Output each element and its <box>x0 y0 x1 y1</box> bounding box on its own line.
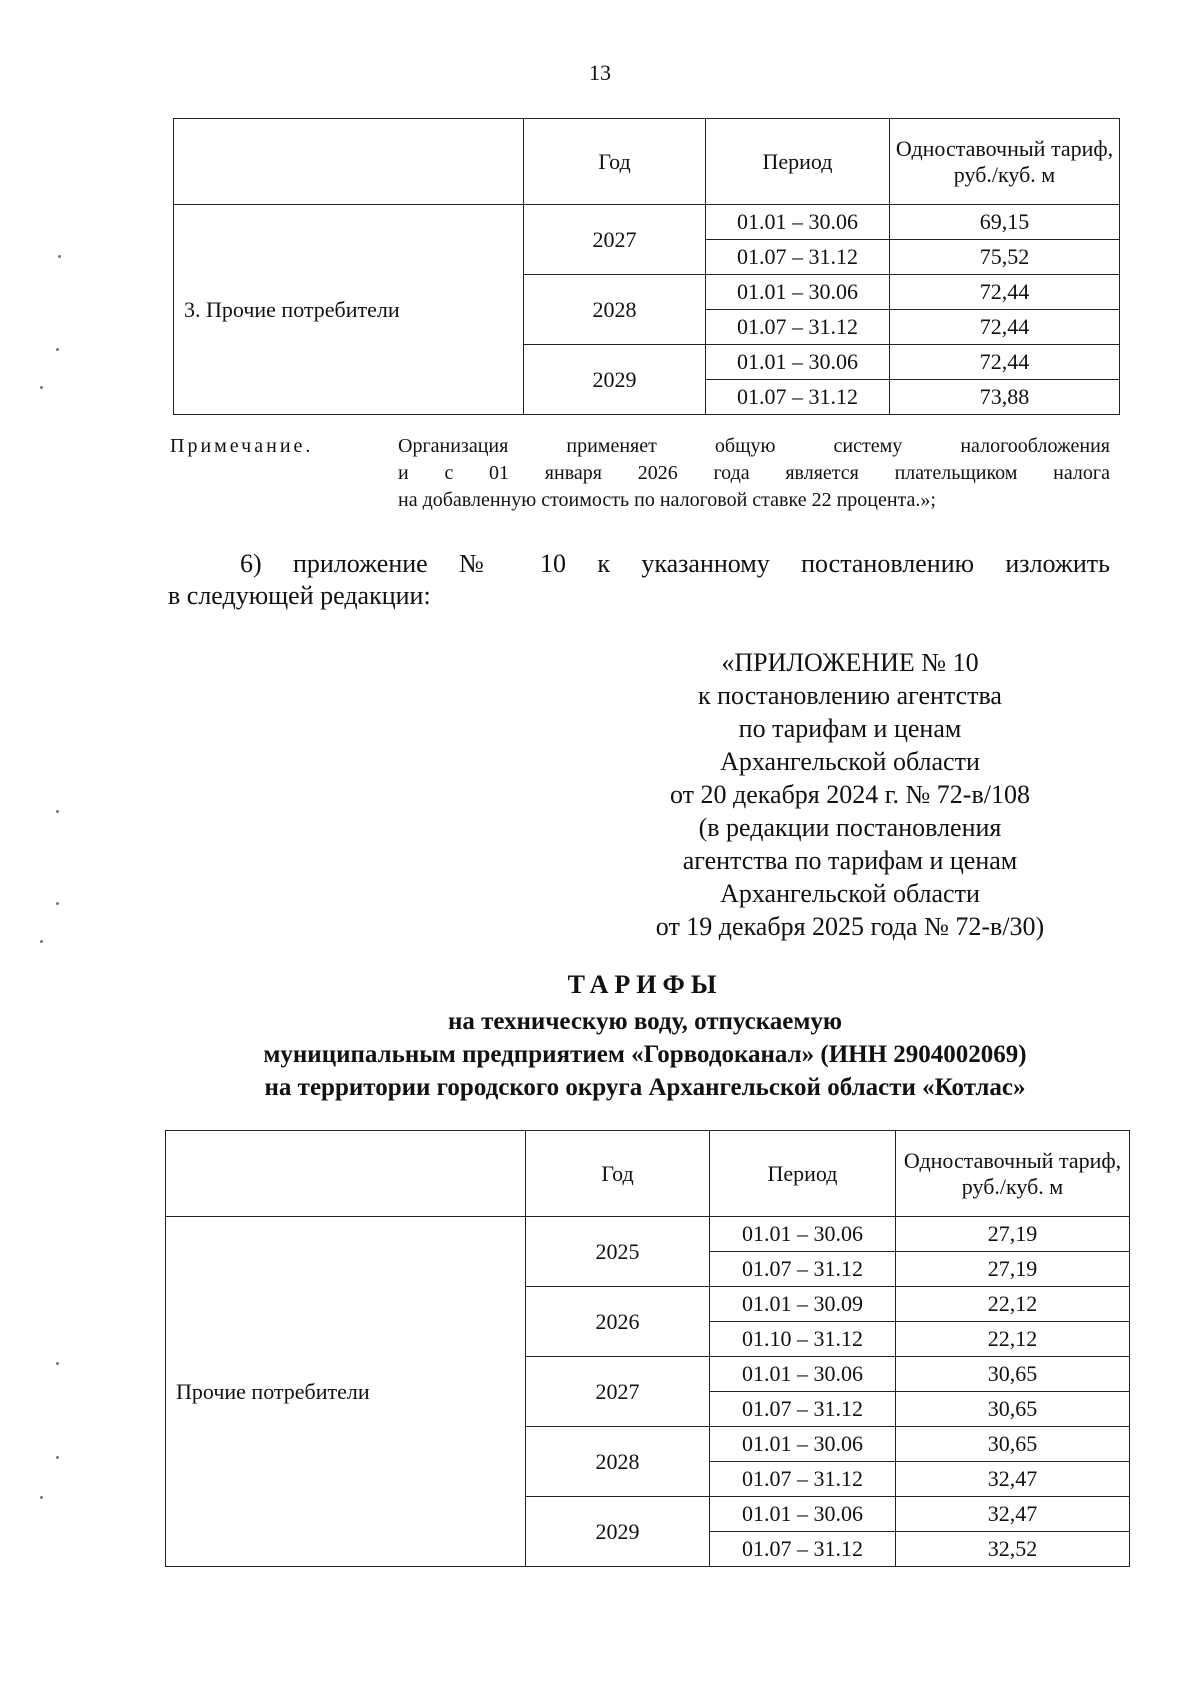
appendix-header <box>600 646 1100 943</box>
scan-speck <box>56 902 59 905</box>
tariff-table-continued <box>173 118 1120 415</box>
note-line: и с 01 января 2026 года является плательщиком налога <box>398 462 1110 484</box>
appendix-line: Архангельской области <box>720 879 980 908</box>
year-cell: 2028 <box>526 1427 710 1497</box>
appendix-line: Архангельской области <box>720 747 980 776</box>
year-cell: 2029 <box>526 1497 710 1567</box>
appendix-line: агентства по тарифам и ценам <box>682 846 1018 875</box>
scan-speck <box>56 1362 59 1365</box>
year-cell: 2026 <box>526 1287 710 1357</box>
document-title: ТАРИФЫ <box>567 970 723 999</box>
subtitle-line: на территории городского округа Архангельской области «Котлас» <box>264 1074 1026 1101</box>
note-line: на добавленную стоимость по налоговой ставке 22 процента.»; <box>398 489 936 511</box>
period-cell: 01.01 – 30.06 <box>710 1357 896 1392</box>
scan-speck <box>40 1496 43 1499</box>
scan-speck <box>56 810 59 813</box>
tariff-value-cell: 30,65 <box>896 1392 1130 1427</box>
year-cell: 2025 <box>526 1217 710 1287</box>
table-row <box>174 205 1120 240</box>
tariff-value-cell: 27,19 <box>896 1252 1130 1287</box>
paragraph-line: 6) приложение № 10 к указанному постановлению изложить <box>240 549 1110 578</box>
period-cell: 01.07 – 31.12 <box>710 1532 896 1567</box>
year-cell: 2028 <box>524 275 706 345</box>
tariff-value-cell: 32,52 <box>896 1532 1130 1567</box>
period-cell: 01.01 – 30.09 <box>710 1287 896 1322</box>
period-cell: 01.01 – 30.06 <box>706 345 890 380</box>
header-period: Период <box>710 1131 896 1217</box>
tariff-value-cell: 30,65 <box>896 1427 1130 1462</box>
tariff-value-cell: 73,88 <box>890 380 1120 415</box>
page-number: 13 <box>589 60 611 85</box>
header-year: Год <box>526 1131 710 1217</box>
header-year: Год <box>524 119 706 205</box>
note-text <box>398 433 1110 514</box>
table-body <box>174 205 1120 415</box>
period-cell: 01.01 – 30.06 <box>710 1497 896 1532</box>
appendix-line: «ПРИЛОЖЕНИЕ № 10 <box>721 648 979 677</box>
period-cell: 01.07 – 31.12 <box>706 240 890 275</box>
tariff-value-cell: 72,44 <box>890 310 1120 345</box>
tariff-value-cell: 72,44 <box>890 345 1120 380</box>
period-cell: 01.07 – 31.12 <box>710 1392 896 1427</box>
appendix-line: к постановлению агентства <box>698 681 1002 710</box>
tariff-value-cell: 30,65 <box>896 1357 1130 1392</box>
header-consumer <box>174 119 524 205</box>
period-cell: 01.07 – 31.12 <box>706 310 890 345</box>
appendix-line: (в редакции постановления <box>698 813 1002 842</box>
amendment-paragraph <box>168 548 1110 612</box>
scan-speck <box>40 386 43 389</box>
period-cell: 01.01 – 30.06 <box>706 205 890 240</box>
scan-speck <box>58 255 61 258</box>
header-period: Период <box>706 119 890 205</box>
period-cell: 01.01 – 30.06 <box>710 1217 896 1252</box>
header-tariff: Одноставочный тариф, руб./куб. м <box>896 1131 1130 1217</box>
tariff-value-cell: 75,52 <box>890 240 1120 275</box>
table-body <box>166 1217 1130 1567</box>
paragraph-line: в следующей редакции: <box>168 581 431 610</box>
header-consumer <box>166 1131 526 1217</box>
note-line: Организация применяет общую систему налогообложения <box>398 435 1110 457</box>
year-cell: 2029 <box>524 345 706 415</box>
period-cell: 01.07 – 31.12 <box>710 1252 896 1287</box>
tariff-value-cell: 32,47 <box>896 1497 1130 1532</box>
tariff-table-technical-water <box>165 1130 1130 1567</box>
header-tariff: Одноставочный тариф, руб./куб. м <box>890 119 1120 205</box>
tariff-value-cell: 72,44 <box>890 275 1120 310</box>
subtitle-line: на техническую воду, отпускаемую <box>447 1008 843 1035</box>
scan-speck <box>56 348 59 351</box>
period-cell: 01.01 – 30.06 <box>706 275 890 310</box>
tariff-value-cell: 27,19 <box>896 1217 1130 1252</box>
year-cell: 2027 <box>526 1357 710 1427</box>
tariff-value-cell: 69,15 <box>890 205 1120 240</box>
appendix-line: от 20 декабря 2024 г. № 72-в/108 <box>670 780 1030 809</box>
appendix-line: по тарифам и ценам <box>738 714 962 743</box>
period-cell: 01.01 – 30.06 <box>710 1427 896 1462</box>
consumer-cell: Прочие потребители <box>166 1217 526 1567</box>
subtitle-line: муниципальным предприятием «Горводоканал» (ИНН 2904002069) <box>263 1041 1027 1068</box>
table-row <box>166 1217 1130 1252</box>
scan-speck <box>40 940 43 943</box>
tariff-value-cell: 32,47 <box>896 1462 1130 1497</box>
period-cell: 01.07 – 31.12 <box>706 380 890 415</box>
note-label: Примечание. <box>170 435 314 457</box>
appendix-line: от 19 декабря 2025 года № 72-в/30) <box>655 912 1045 941</box>
tariff-value-cell: 22,12 <box>896 1322 1130 1357</box>
year-cell: 2027 <box>524 205 706 275</box>
period-cell: 01.07 – 31.12 <box>710 1462 896 1497</box>
scan-speck <box>56 1456 59 1459</box>
consumer-cell: 3. Прочие потребители <box>174 205 524 415</box>
period-cell: 01.10 – 31.12 <box>710 1322 896 1357</box>
tariff-value-cell: 22,12 <box>896 1287 1130 1322</box>
document-subtitle <box>0 1005 1200 1104</box>
